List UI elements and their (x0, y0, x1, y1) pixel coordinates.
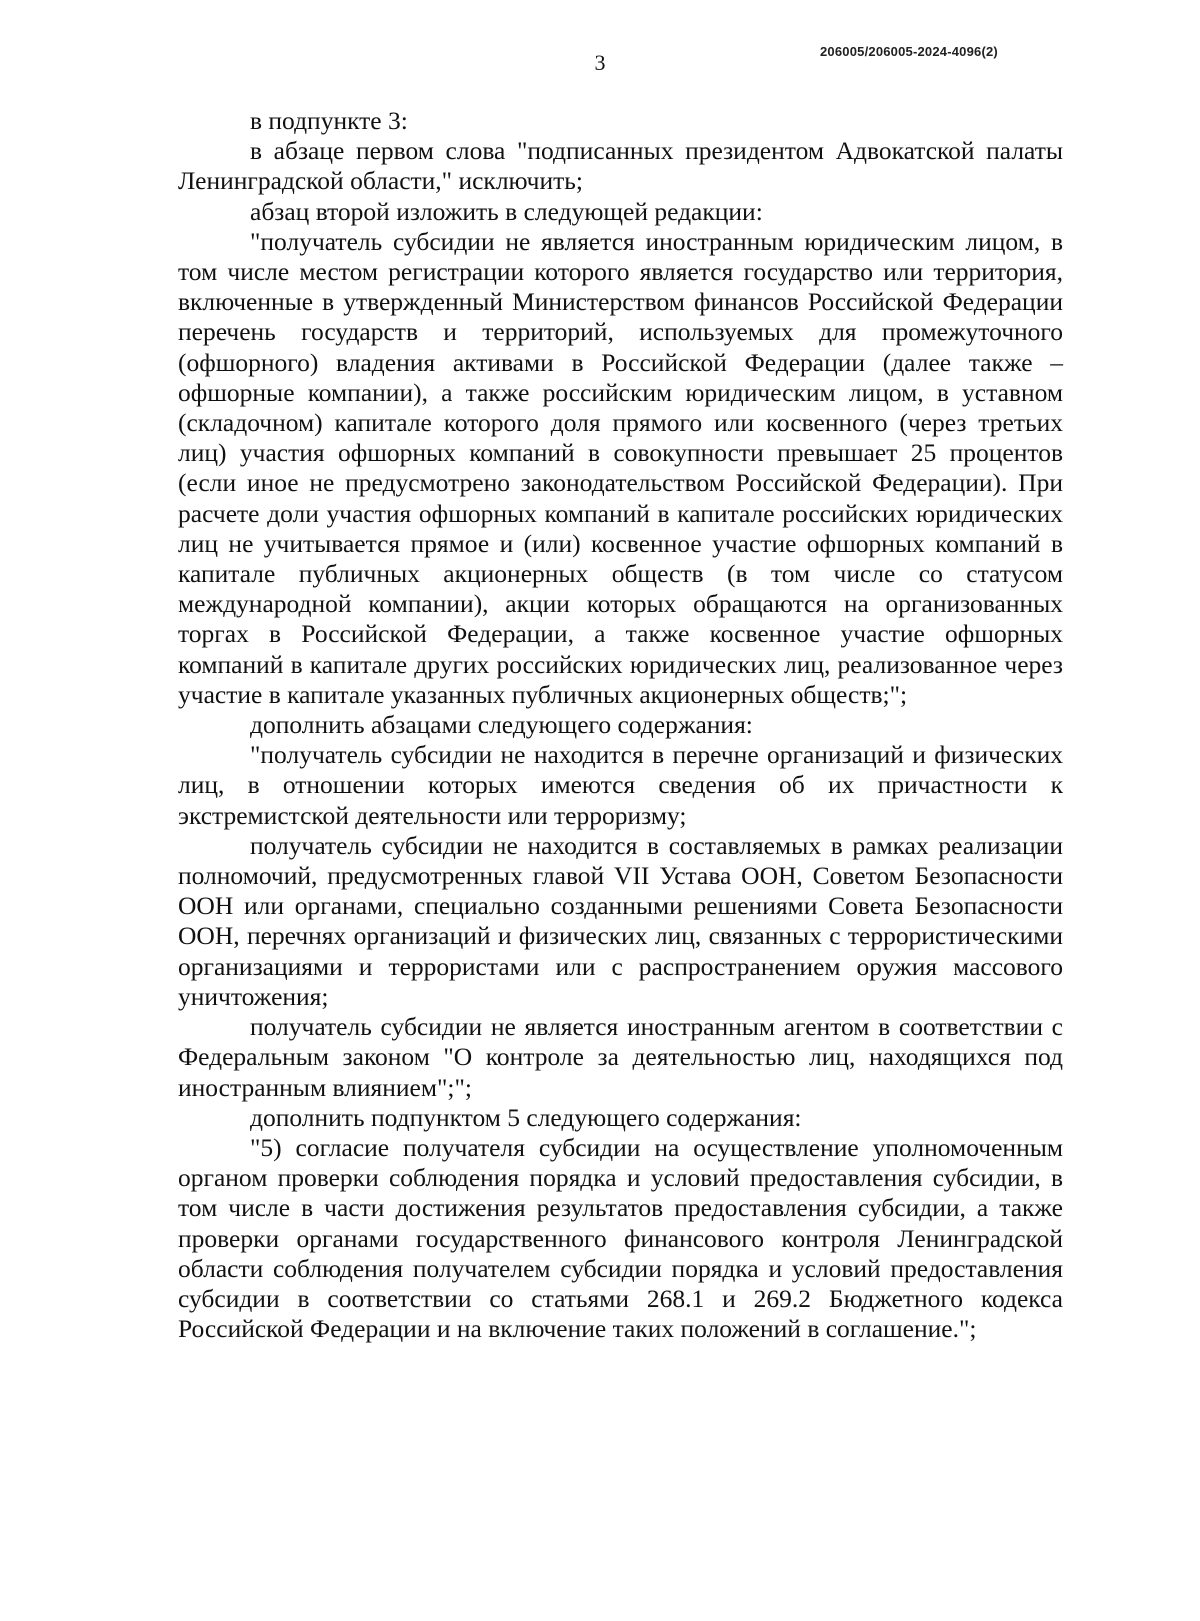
paragraph-add-abzacs-intro: дополнить абзацами следующего содержания: (250, 710, 753, 740)
paragraph-offshore-requirement: "получатель субсидии не является иностранным юридическим лицом, в том числе местом регистрации которого является государство или территория, включенные в утвержденный Министерством финансов Российской Федерации перечень государств и территорий, используемых для промежуточного (офшорного) владения активами в Российской Федерации (далее также – офшорные компании), а также российским юридическим лицом, в уставном (складочном) капитале которого доля прямого или косвенного (через третьих лиц) участия офшорных компаний в совокупности превышает 25 процентов (если иное не предусмотрено законодательством Российской Федерации). При расчете доли участия офшорных компаний в капитале российских юридических лиц не учитывается прямое и (или) косвенное участие офшорных компаний в капитале публичных акционерных обществ (в том числе со статусом международной компании), акции которых обращаются на организованных торгах в Российской Федерации, а также косвенное участие офшорных компаний в капитале других российских юридических лиц, реализованное через участие в капитале указанных публичных акционерных обществ;"; (178, 226, 1063, 709)
document-body (178, 106, 1063, 1344)
paragraph-second-abzac-intro: абзац второй изложить в следующей редакции: (250, 196, 763, 226)
paragraph-subpoint-3-intro: в подпункте 3: (250, 106, 408, 135)
paragraph-extremism-requirement: "получатель субсидии не находится в перечне организаций и физических лиц, в отношении которых имеются сведения об их причастности к экстремистской деятельности или терроризму; (178, 740, 1063, 830)
paragraph-subpoint-5-consent: "5) согласие получателя субсидии на осуществление уполномоченным органом проверки соблюдения порядка и условий предоставления субсидии, в том числе в части достижения результатов предоставления субсидии, а также проверки органами государственного финансового контроля Ленинградской области соблюдения получателем субсидии порядка и условий предоставления субсидии в соответствии со статьями 268.1 и 269.2 Бюджетного кодекса Российской Федерации и на включение таких положений в соглашение."; (178, 1132, 1063, 1344)
paragraph-foreign-agent-requirement: получатель субсидии не является иностранным агентом в соответствии с Федеральным законом "О контроле за деятельностью лиц, находящихся под иностранным влиянием";"; (178, 1012, 1063, 1102)
document-id: 206005/206005-2024-4096(2) (820, 44, 998, 59)
paragraph-un-sanctions-requirement: получатель субсидии не находится в составляемых в рамках реализации полномочий, предусмотренных главой VII Устава ООН, Советом Безопасности ООН или органами, специально созданными решениями Совета Безопасности ООН, перечнях организаций и физических лиц, связанных с террористическими организациями и террористами или с распространением оружия массового уничтожения; (178, 830, 1063, 1011)
page-number: 3 (594, 50, 606, 75)
paragraph-add-subpoint-5-intro: дополнить подпунктом 5 следующего содержания: (250, 1102, 802, 1132)
paragraph-first-abzac-amendment: в абзаце первом слова "подписанных президентом Адвокатской палаты Ленинградской области," исключить; (178, 136, 1063, 196)
